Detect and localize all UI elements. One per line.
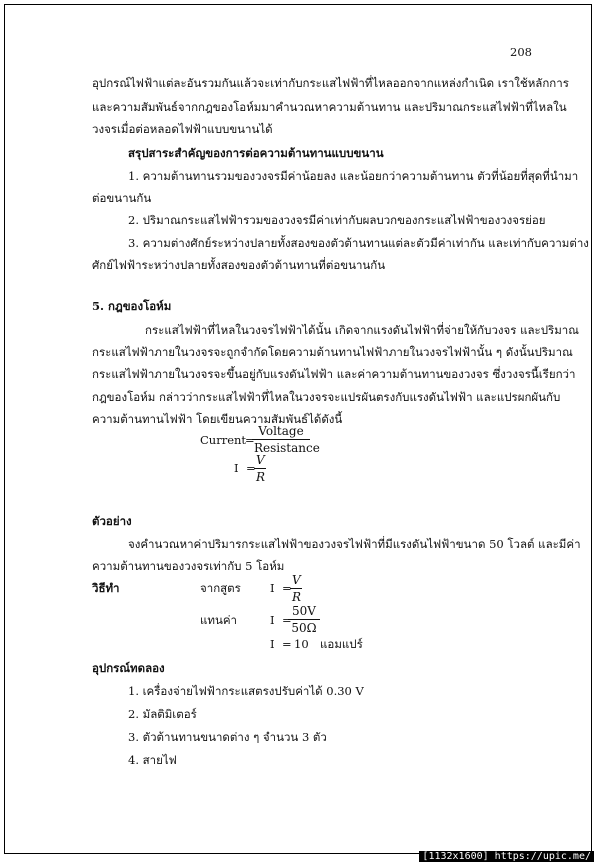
summary-heading: สรุปสาระสำคัญของการต่อความต้านทานแบบขนาน [128, 146, 384, 160]
example-line-2: ความต้านทานของวงจรเท่ากับ 5 โอห์ม [92, 559, 285, 573]
step1-numerator: V [292, 573, 301, 587]
equipment-item-3: 3. ตัวต้านทานขนาดต่าง ๆ จำนวน 3 ตัว [128, 730, 327, 744]
step3-unit: แอมแปร์ [320, 637, 363, 651]
intro-line-3: วงจรเมื่อต่อหลอดไฟฟ้าแบบขนานได้ [92, 122, 273, 136]
step3-lhs: I [270, 637, 275, 651]
equipment-item-2: 2. มัลติมิเตอร์ [128, 707, 197, 721]
step3-eq: = [282, 637, 292, 651]
step2-label: แทนค่า [200, 613, 238, 627]
step2-denominator: 50Ω [291, 621, 317, 635]
intro-line-2: และความสัมพันธ์จากกฎของโอห์มมาคำนวณหาความต้านทาน และปริมาณกระแสไฟฟ้าที่ไหลใน [92, 100, 567, 114]
formula1-fraction [252, 424, 320, 455]
step2-lhs: I [270, 613, 275, 627]
ohm-line-1: กระแสไฟฟ้าที่ไหลในวงจรไฟฟ้าได้นั้น เกิดจากแรงดันไฟฟ้าที่จ่ายให้กับวงจร และปริมาณ [145, 323, 579, 337]
equipment-item-1: 1. เครื่องจ่ายไฟฟ้ากระแสตรงปรับค่าได้ 0.30 V [128, 684, 364, 698]
example-line-1: จงคำนวณหาค่าปริมารกระแสไฟฟ้าของวงจรไฟฟ้าที่มีแรงดันไฟฟ้าขนาด 50 โวลต์ และมีค่า [128, 537, 581, 551]
formula2-fraction [254, 453, 266, 484]
ohm-line-3: กระแสไฟฟ้าภายในวงจรจะขึ้นอยู่กับแรงดันไฟฟ้า และค่าความต้านทานของวงจร ซึ่งวงจรนี้เรียกว่า [92, 367, 576, 381]
page-number: 208 [510, 45, 532, 59]
ohm-line-2: กระแสไฟฟ้าภายในวงจรจะถูกจำกัดโดยความต้านทานไฟฟ้าภายในวงจรไฟฟ้านั้น ๆ ดังนั้นปริมาณ [92, 345, 573, 359]
formula1-lhs: Current [200, 433, 247, 447]
formula2-denominator: R [256, 470, 266, 484]
intro-line-1: อุปกรณ์ไฟฟ้าแต่ละอันรวมกันแล้วจะเท่ากับกระแสไฟฟ้าที่ไหลออกจากแหล่งกำเนิด เราใช้หลักการ [92, 76, 569, 90]
formula1-eq: = [245, 433, 255, 447]
method-heading: วิธีทำ [92, 581, 120, 595]
summary-item-3-cont: ศักย์ไฟฟ้าระหว่างปลายทั้งสองของตัวต้านทานที่ต่อขนานกัน [92, 258, 386, 272]
formula1-numerator: Voltage [258, 424, 304, 438]
step3-value: 10 [294, 637, 309, 651]
step1-denominator: R [292, 590, 302, 604]
formula1-denominator: Resistance [254, 441, 320, 455]
summary-item-2: 2. ปริมาณกระแสไฟฟ้ารวมของวงจรมีค่าเท่ากับผลบวกของกระแสไฟฟ้าของวงจรย่อย [128, 213, 546, 227]
equipment-heading: อุปกรณ์ทดลอง [92, 661, 165, 675]
summary-item-1: 1. ความต้านทานรวมของวงจรมีค่าน้อยลง และน้อยกว่าความต้านทาน ตัวที่น้อยที่สุดที่นำมา [128, 169, 579, 183]
step1-fraction [290, 573, 302, 604]
step2-numerator: 50V [292, 604, 316, 618]
step1-lhs: I [270, 581, 275, 595]
summary-item-1-cont: ต่อขนานกัน [92, 191, 152, 205]
step1-eq: = [282, 581, 292, 595]
formula2-numerator: V [256, 453, 265, 467]
summary-item-3: 3. ความต่างศักย์ระหว่างปลายทั้งสองของตัวต้านทานแต่ละตัวมีค่าเท่ากัน และเท่ากับความต่าง [128, 236, 589, 250]
ohm-line-4: กฎของโอห์ม กล่าวว่ากระแสไฟฟ้าที่ไหลในวงจรจะแปรผันตรงกับแรงดันไฟฟ้า และแปรผกผันกับ [92, 390, 561, 404]
step2-eq: = [282, 613, 292, 627]
step1-label: จากสูตร [200, 581, 241, 595]
ohm-line-5: ความต้านทานไฟฟ้า โดยเขียนความสัมพันธ์ได้ดังนี้ [92, 412, 343, 426]
equipment-item-4: 4. สายไฟ [128, 753, 177, 767]
footer-watermark: [1132x1600] https://upic.me/ [419, 851, 594, 862]
formula2-eq: = [246, 461, 256, 475]
step2-fraction [288, 604, 320, 635]
ohm-heading: 5. กฎของโอห์ม [92, 299, 172, 313]
example-heading: ตัวอย่าง [92, 514, 132, 528]
formula2-lhs: I [234, 461, 239, 475]
